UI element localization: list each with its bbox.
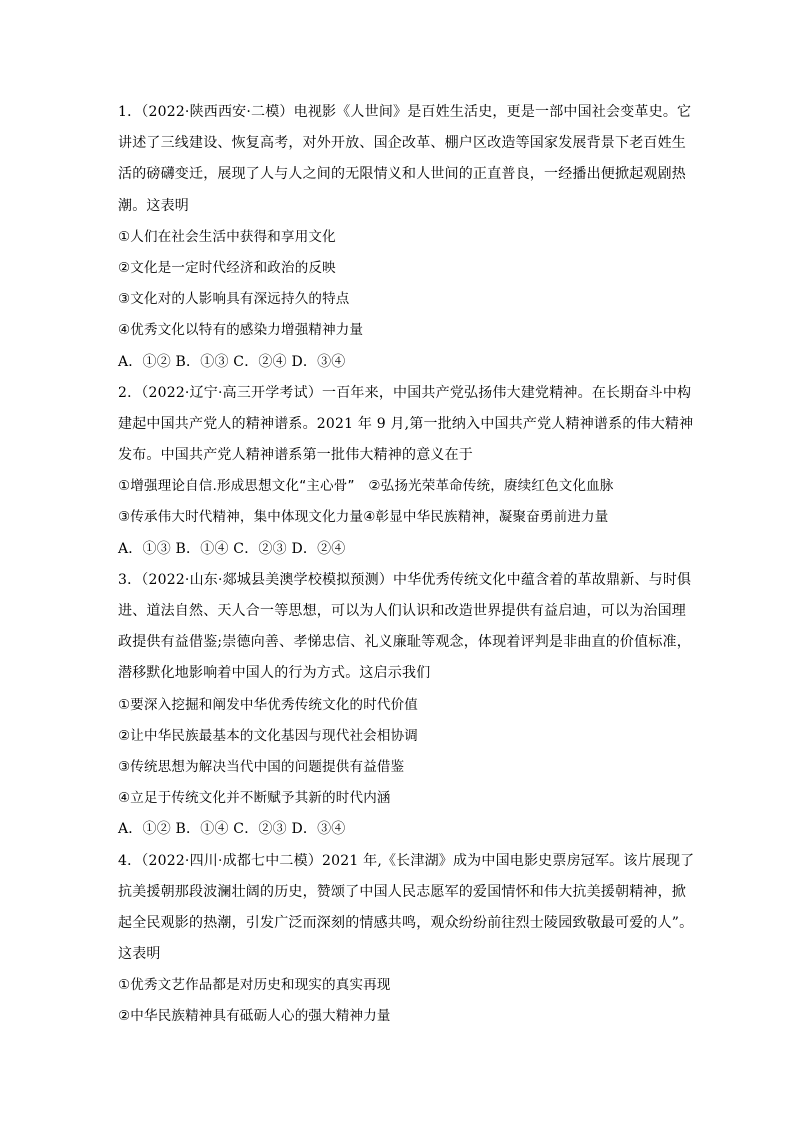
answer-choices: A．①② B．①③ C．②④ D．③④ bbox=[118, 353, 346, 370]
question-2 bbox=[118, 378, 694, 565]
question-stem-line: 政提供有益借鉴;崇德向善、孝悌忠信、礼义廉耻等观念，体现着评判是非曲直的价值标准， bbox=[118, 634, 691, 651]
question-stem-line: 进、道法自然、天人合一等思想，可以为人们认识和改造世界提供有益启迪，可以为治国理 bbox=[118, 603, 686, 619]
document-page bbox=[118, 97, 695, 1033]
option-statement: ①优秀文艺作品都是对历史和现实的真实再现 bbox=[118, 977, 391, 994]
answer-choices: A．①② B．①④ C．②③ D．③④ bbox=[118, 821, 346, 838]
option-statement: ④立足于传统文化并不断赋予其新的时代内涵 bbox=[118, 790, 391, 807]
question-stem-line: 这表明 bbox=[118, 946, 161, 963]
option-statement: ②让中华民族最基本的文化基因与现代社会相协调 bbox=[118, 727, 419, 744]
option-statement: ③传承伟大时代精神，集中体现文化力量④彰显中华民族精神，凝聚奋勇前进力量 bbox=[118, 509, 609, 526]
option-statement: ①要深入挖掘和阐发中华优秀传统文化的时代价值 bbox=[118, 696, 419, 713]
question-stem-line: 活的磅礴变迁，展现了人与人之间的无限情义和人世间的正直普良，一经播出便掀起观剧热 bbox=[118, 166, 686, 183]
question-stem-line: 2．（2022·辽宁·高三开学考试）一百年来，中国共产党弘扬伟大建党精神。在长期奋斗中构 bbox=[118, 384, 692, 401]
question-3 bbox=[118, 565, 692, 846]
question-stem-line: 建起中国共产党人的精神谱系。2021 年 9 月,第一批纳入中国共产党人精神谱系的伟大精神 bbox=[118, 415, 694, 432]
question-stem-line: 潮。这表明 bbox=[118, 197, 189, 214]
option-statement: ③文化对的人影响具有深远持久的特点 bbox=[118, 291, 350, 308]
option-statement: ①增强理论自信.形成思想文化“主心骨” ②弘扬光荣革命传统，赓续红色文化血脉 bbox=[118, 478, 614, 495]
option-statement: ①人们在社会生活中获得和享用文化 bbox=[118, 228, 336, 245]
question-stem-line: 潜移默化地影响着中国人的行为方式。这启示我们 bbox=[118, 665, 431, 682]
question-stem-line: 抗美援朝那段波澜壮阔的历史，赞颂了中国人民志愿军的爱国情怀和伟大抗美援朝精神，掀 bbox=[118, 883, 686, 900]
question-4 bbox=[118, 846, 695, 1033]
question-stem-line: 讲述了三线建设、恢复高考，对外开放、国企改革、棚户区改造等国家发展背景下老百姓生 bbox=[118, 135, 686, 152]
question-stem-line: 4．（2022·四川·成都七中二模）2021 年,《长津湖》成为中国电影史票房冠军。该片展现了 bbox=[118, 852, 695, 869]
option-statement: ③传统思想为解决当代中国的问题提供有益借鉴 bbox=[118, 758, 405, 775]
question-stem-line: 起全民观影的热潮，引发广泛而深刻的情感共鸣，观众纷纷前往烈士陵园致敬最可爱的人”。 bbox=[118, 914, 694, 931]
question-stem-line: 1．（2022·陕西西安·二模）电视影《人世间》是百姓生活史，更是一部中国社会变革史。它 bbox=[118, 104, 692, 120]
option-statement: ④优秀文化以特有的感染力增强精神力量 bbox=[118, 322, 364, 339]
option-statement: ②文化是一定时代经济和政治的反映 bbox=[118, 259, 336, 276]
answer-choices: A．①③ B．①④ C．②③ D．②④ bbox=[118, 540, 346, 557]
question-1 bbox=[118, 97, 692, 378]
question-stem-line: 发布。中国共产党人精神谱系第一批伟大精神的意义在于 bbox=[118, 447, 473, 464]
question-stem-line: 3．（2022·山东·郯城县美澳学校模拟预测）中华优秀传统文化中蕴含着的革故鼎新、与时俱 bbox=[118, 571, 692, 588]
option-statement: ②中华民族精神具有砥砺人心的强大精神力量 bbox=[118, 1008, 391, 1025]
